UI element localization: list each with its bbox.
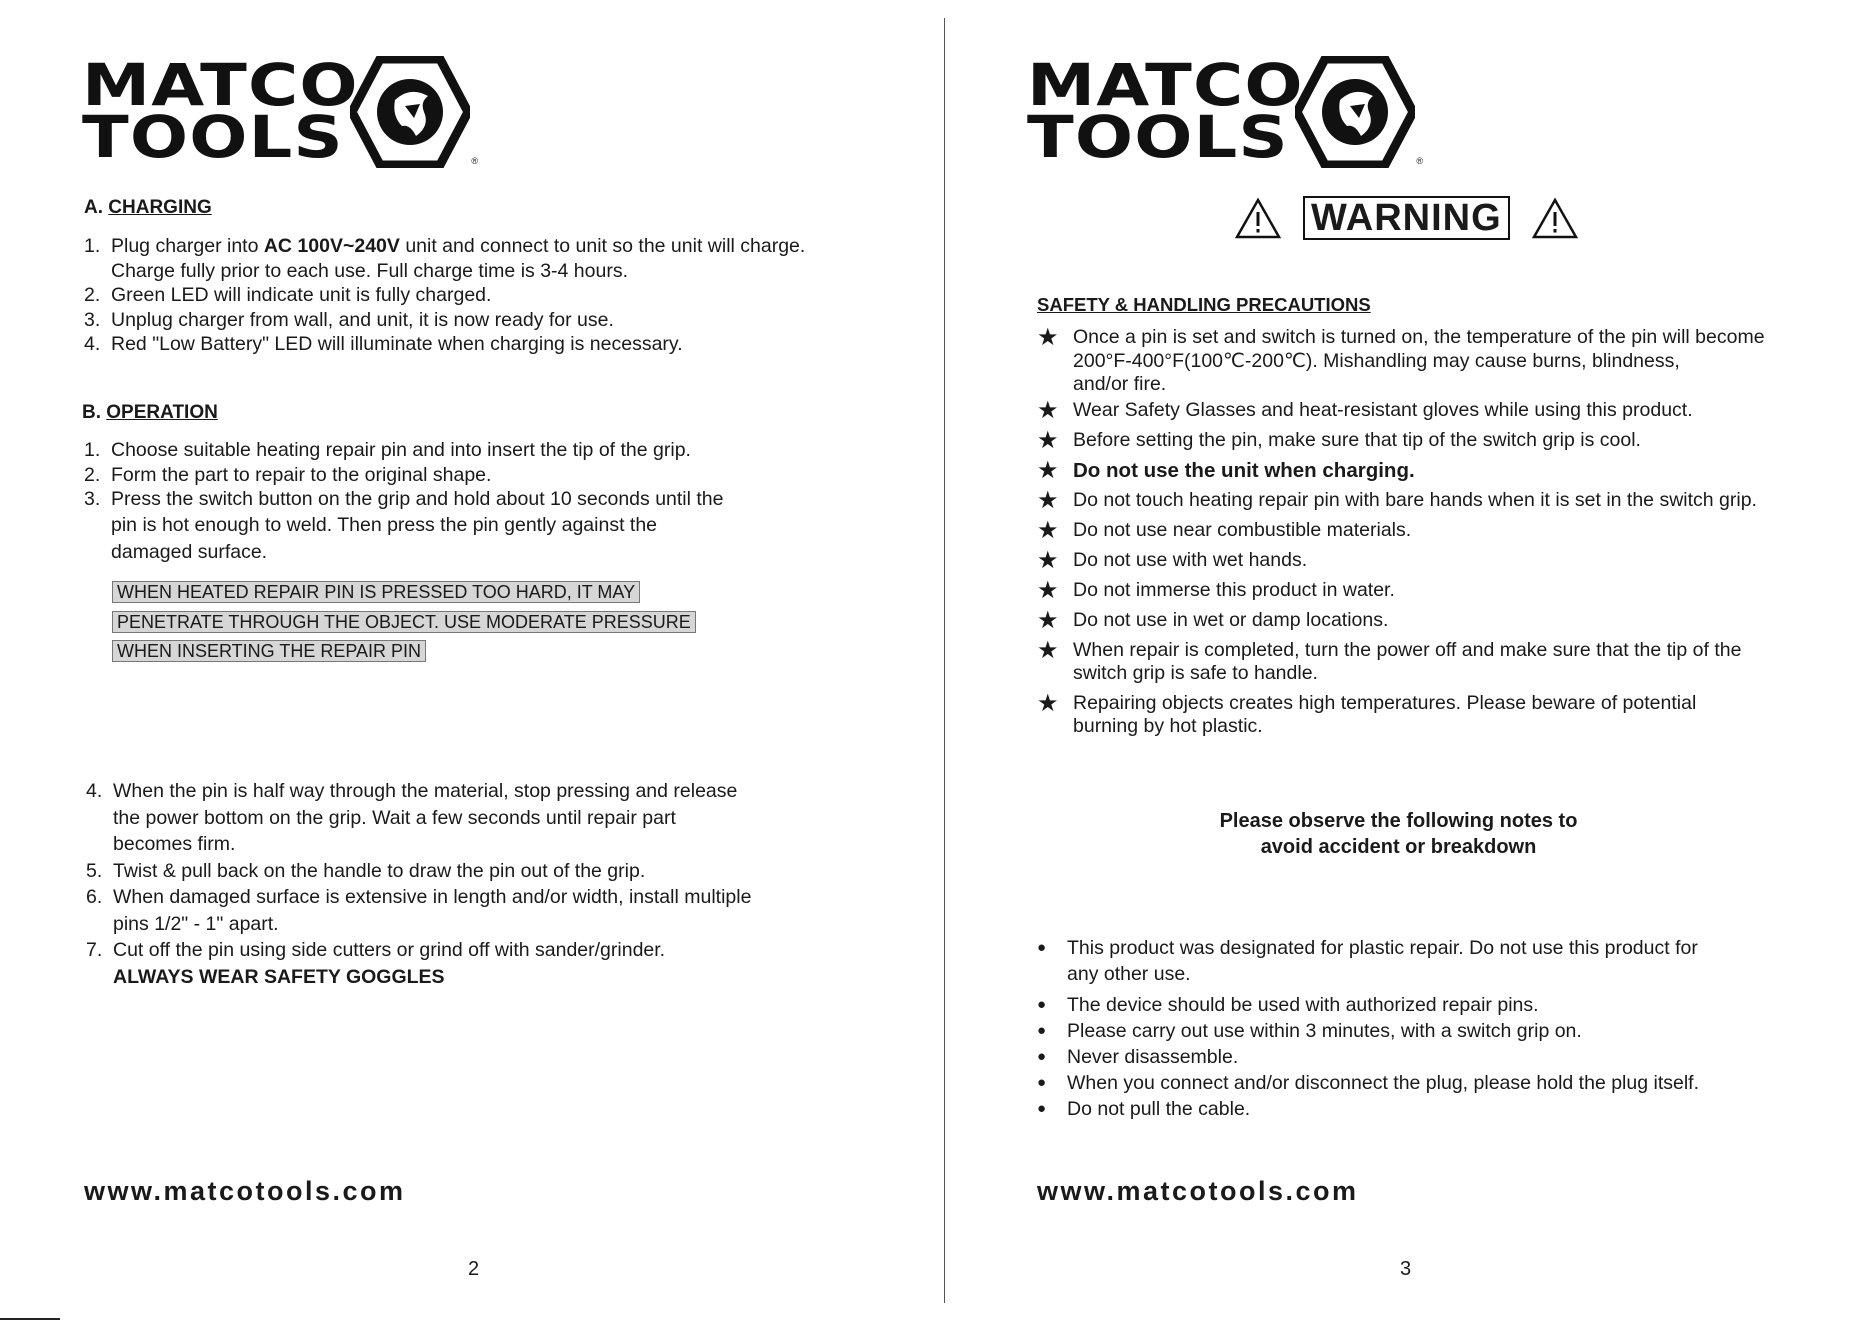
list-item: ● The device should be used with authorized repair pins. <box>1037 994 1539 1016</box>
list-item: 3. Press the switch button on the grip and hold about 10 seconds until the <box>84 488 724 510</box>
observe-notes-heading: Please observe the following notes to avoid accident or breakdown <box>1219 810 1578 858</box>
dot-bullet-icon: ● <box>1037 1074 1047 1091</box>
notes-list <box>1037 935 1817 1122</box>
list-item: 1. Plug charger into AC 100V~240V unit and connect to unit so the unit will charge. <box>84 235 806 257</box>
precautions-heading: SAFETY & HANDLING PRECAUTIONS <box>1037 294 1371 315</box>
matco-tools-logo <box>1027 51 1423 171</box>
list-item: ● This product was designated for plastic repair. Do not use this product for any other use. <box>1037 937 1698 985</box>
logo-word-tools: TOOLS <box>82 103 344 171</box>
registered-mark: ® <box>471 156 478 166</box>
star-bullet-icon: ★ <box>1037 576 1059 604</box>
warning-label: WARNING <box>1303 196 1510 240</box>
star-bullet-icon: ★ <box>1037 486 1059 514</box>
list-item: ★ Wear Safety Glasses and heat-resistant gloves while using this product. <box>1037 396 1693 424</box>
logo-word-tools: TOOLS <box>1027 103 1289 171</box>
page-number: 3 <box>1400 1258 1412 1280</box>
website-url: www.matcotools.com <box>84 1176 406 1206</box>
list-item: 4. When the pin is half way through the material, stop pressing and release <box>86 780 738 802</box>
matco-hex-emblem-icon <box>1295 56 1423 168</box>
page-number: 2 <box>468 1258 480 1280</box>
logo-word-matco: MATCO <box>82 51 359 119</box>
matco-tools-logo <box>82 51 478 171</box>
warning-triangle-icon <box>1532 197 1578 239</box>
star-bullet-icon: ★ <box>1037 516 1059 544</box>
list-item: ★ Do not use the unit when charging. <box>1037 456 1415 484</box>
list-item: ★ When repair is completed, turn the power off and make sure that the tip of the switch grip is safe to handle. <box>1037 636 1742 684</box>
list-item: ★ Do not use in wet or damp locations. <box>1037 606 1389 634</box>
operation-steps-1: 1. Choose suitable heating repair pin and into insert the tip of the grip. 2. Form the part to repair to the original shape. 3. Press the switch button on the grip and hold about 10 seconds until the pin is hot enough to weld. Then press the pin gently against the damaged surface. <box>84 439 724 563</box>
list-item: ★ Do not use with wet hands. <box>1037 546 1308 574</box>
star-bullet-icon: ★ <box>1037 324 1059 351</box>
list-item: ★ Once a pin is set and switch is turned on, the temperature of the pin will become 200°F-400°F(100℃-200℃). Mishandling may cause burns, blindness, and/or fire. <box>1037 324 1765 395</box>
matco-hex-emblem-icon <box>350 56 478 168</box>
operation-steps-2: 4. When the pin is half way through the material, stop pressing and release the power bottom on the grip. Wait a few seconds until repair part becomes firm. 5. Twist & pull back on the handle to draw the pin out of the grip. 6. When damaged surface is extensive in length and/or width, install multiple pins 1/2" - 1" apart. 7. Cut off the pin using side cutters or grind off with sander/grinder. ALWAYS WEAR SAFETY GOGGLES <box>86 778 751 990</box>
list-item: 2. Form the part to repair to the original shape. <box>84 463 492 486</box>
list-item: ● When you connect and/or disconnect the plug, please hold the plug itself. <box>1037 1072 1699 1094</box>
dot-bullet-icon: ● <box>1037 939 1047 956</box>
list-item: 7. Cut off the pin using side cutters or grind off with sander/grinder. <box>86 939 666 961</box>
list-item: ● Never disassemble. <box>1037 1046 1239 1068</box>
website-url: www.matcotools.com <box>1037 1176 1359 1206</box>
list-item: 6. When damaged surface is extensive in length and/or width, install multiple <box>86 886 752 908</box>
list-item: ★ Do not immerse this product in water. <box>1037 576 1395 604</box>
list-item: 3. Unplug charger from wall, and unit, it is now ready for use. <box>84 308 614 331</box>
star-bullet-icon: ★ <box>1037 426 1059 454</box>
star-bullet-icon: ★ <box>1037 689 1059 717</box>
edge-mark <box>0 1318 60 1320</box>
logo-word-matco: MATCO <box>1027 51 1304 119</box>
operation-heading: B. OPERATION <box>82 402 218 423</box>
star-bullet-icon: ★ <box>1037 546 1059 574</box>
list-item: 2. Green LED will indicate unit is fully charged. <box>84 284 492 306</box>
warning-banner <box>1235 196 1578 240</box>
charging-steps: 1. Plug charger into AC 100V~240V unit and connect to unit so the unit will charge. Charge fully prior to each use. Full charge time is 3-4 hours. 2. Green LED will indicate unit is fully charged. 3. Unplug charger from wall, and unit, it is now ready for use. 4. Red "Low Battery" LED will illuminate when charging is necessary. <box>84 235 806 355</box>
star-bullet-icon: ★ <box>1037 636 1059 664</box>
list-item: ★ Before setting the pin, make sure that tip of the switch grip is cool. <box>1037 426 1641 454</box>
warning-triangle-icon <box>1235 197 1281 239</box>
list-item: ★ Do not use near combustible materials. <box>1037 516 1412 544</box>
list-item: 4. Red "Low Battery" LED will illuminate when charging is necessary. <box>84 333 683 355</box>
manual-page-3 <box>945 0 1872 1324</box>
star-bullet-icon: ★ <box>1037 396 1059 424</box>
star-bullet-icon: ★ <box>1037 606 1059 634</box>
caution-notice: WHEN HEATED REPAIR PIN IS PRESSED TOO HARD, IT MAY PENETRATE THROUGH THE OBJECT. USE MODERATE PRESSURE WHEN INSERTING THE REPAIR PIN <box>112 578 696 667</box>
list-item: 5. Twist & pull back on the handle to draw the pin out of the grip. <box>86 859 646 882</box>
dot-bullet-icon: ● <box>1037 996 1047 1013</box>
list-item: 1. Choose suitable heating repair pin and into insert the tip of the grip. <box>84 439 691 461</box>
charging-heading: A. CHARGING <box>84 197 212 218</box>
precautions-list <box>1037 326 1857 745</box>
safety-goggles-warning: ALWAYS WEAR SAFETY GOGGLES <box>113 965 445 988</box>
list-item: ★ Do not touch heating repair pin with bare hands when it is set in the switch grip. <box>1037 486 1757 514</box>
dot-bullet-icon: ● <box>1037 1022 1047 1039</box>
list-item: ★ Repairing objects creates high temperatures. Please beware of potential burning by hot plastic. <box>1037 689 1697 737</box>
list-item: ● Please carry out use within 3 minutes, with a switch grip on. <box>1037 1020 1582 1042</box>
list-item: ● Do not pull the cable. <box>1037 1098 1251 1120</box>
dot-bullet-icon: ● <box>1037 1100 1047 1117</box>
dot-bullet-icon: ● <box>1037 1048 1047 1065</box>
registered-mark: ® <box>1416 156 1423 166</box>
star-bullet-icon: ★ <box>1037 456 1059 484</box>
